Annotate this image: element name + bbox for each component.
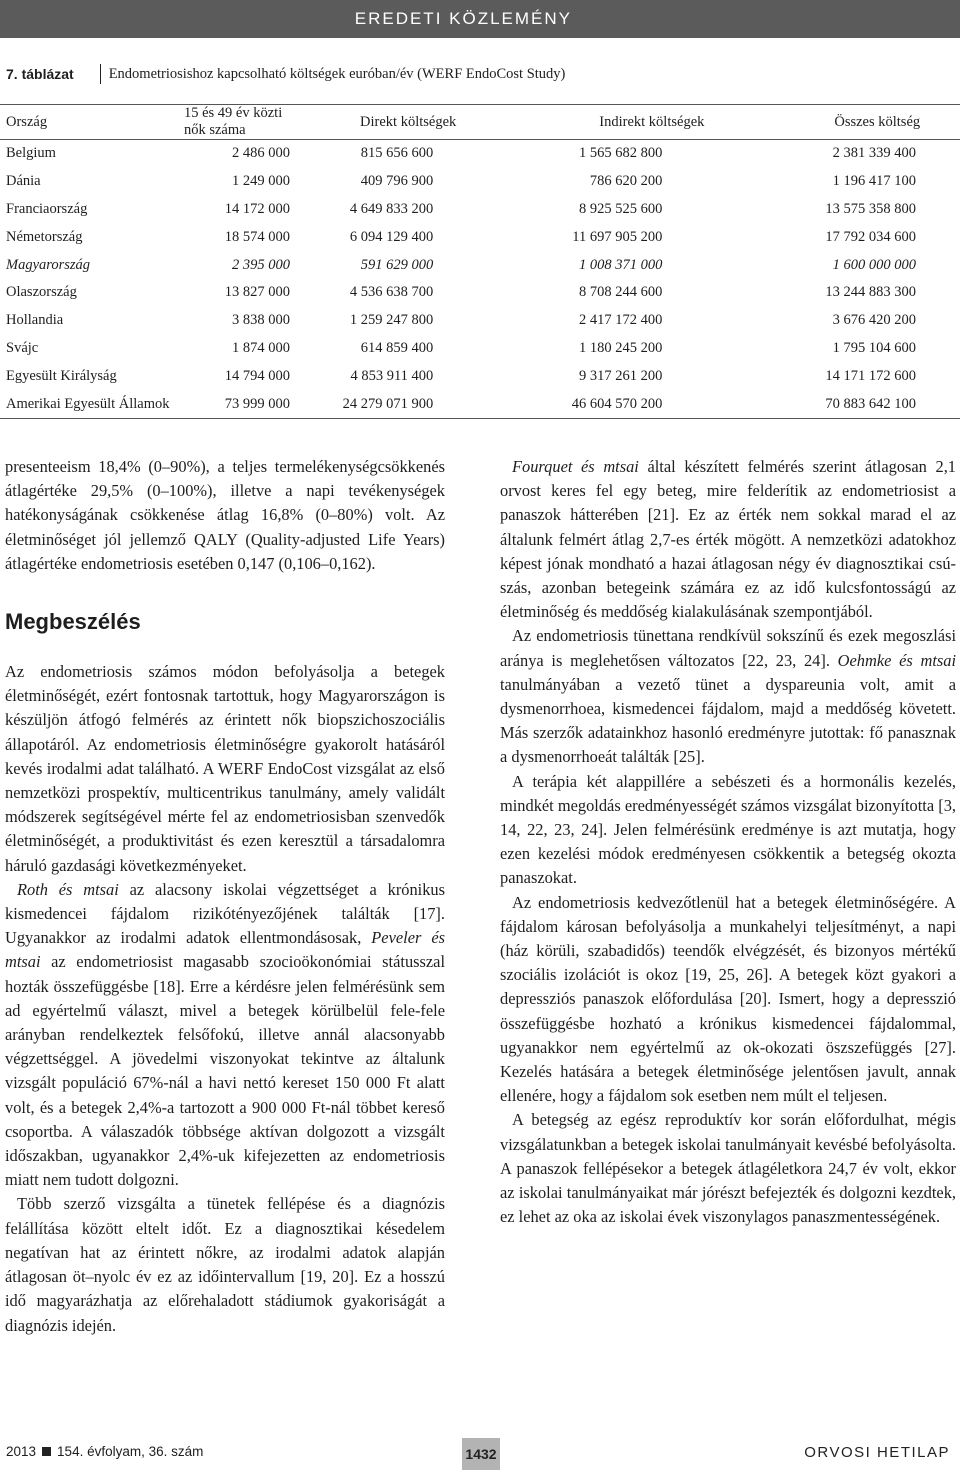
value-cell: 14 794 000: [224, 367, 291, 384]
value-cell: 2 395 000: [232, 256, 291, 273]
value-cell: 1 180 245 200: [578, 339, 663, 356]
value-cell: 1 874 000: [232, 339, 291, 356]
page-number: 1432: [462, 1438, 500, 1470]
section-heading: Megbeszélés: [5, 609, 141, 635]
page-footer: [0, 1432, 960, 1470]
country-cell: Hollandia: [6, 312, 64, 329]
value-cell: 1 249 000: [232, 173, 291, 190]
value-cell: 18 574 000: [224, 228, 291, 245]
paragraph: [500, 624, 956, 769]
table-row: [0, 196, 960, 224]
value-cell: 1 565 682 800: [578, 145, 663, 162]
issue-volume: 154. évfolyam, 36. szám: [57, 1444, 204, 1459]
value-cell: 1 795 104 600: [832, 339, 916, 356]
value-cell: 14 172 000: [224, 200, 291, 217]
country-cell: Franciaország: [6, 200, 88, 217]
paragraph-text: Az endometriosis tünettana rendkívül sokszínű és ezek megoszlási aránya is meglehetősen változatos [22, 23, 24].: [500, 626, 956, 670]
value-cell: 815 656 600: [360, 145, 434, 162]
author-citation: Peveler és mtsai: [5, 928, 445, 972]
value-cell: 13 244 883 300: [825, 284, 916, 301]
country-cell: Egyesült Királyság: [6, 367, 117, 384]
paragraph-text: tanulmányában a vezető tünet a dyspareunia volt, amit a dysmenorrhoea, kismedencei fájdalom, majd a meddőség követett. Más szerzők adatainkhoz hasonló eredményre jutottak: fő panasznak a dysmenorrhoeát találták [25].: [500, 674, 956, 767]
issue-year: 2013: [6, 1444, 37, 1459]
journal-name: ORVOSI HETILAP: [804, 1444, 950, 1461]
paragraph: A terápia két alappillére a sebészeti és a hormonális kezelés, mindkét megoldás eredményességét számos vizsgálat bizonyította [3, 14, 22, 23, 24]. Jelen felmérésünk eredménye is azt mutatja, hogy ezen kezelési módok eredményesen csökkentik a betegség okozta panaszokat.: [500, 771, 956, 888]
value-cell: 1 259 247 800: [349, 312, 434, 329]
author-citation: Oehmke és mtsai: [837, 650, 956, 670]
value-cell: 4 536 638 700: [349, 284, 434, 301]
paragraph: Az endometriosis kedvezőtlenül hat a betegek életminőségére. A fájdalom károsan befolyásolja a munkahelyi teljesítményt, a napi (ház körüli, szabadidős) teendők elvégzését, és bizonyos mértékű szociális izolációt is okoz [19, 25, 26]. A betegek közt gyakori a depressziós panaszok előfordulása [20]. Ismert, hogy a depresszió összefüggésbe hozható a krónikus kismedencei fájdalommal, ugyanakkor nem egyértelmű az ok-okozati öszszefüggés [27]. Kezelés hatására a betegek életminősége jelentősen javult, annak ellenére, hogy a fájdalom sok esetben nem múlt el teljesen.: [500, 892, 956, 1106]
value-cell: 8 925 525 600: [578, 200, 663, 217]
country-cell: Svájc: [6, 339, 39, 356]
table-row: [0, 251, 960, 279]
table-row: [0, 307, 960, 335]
country-cell: Magyarország: [6, 256, 91, 273]
value-cell: 409 796 900: [360, 173, 434, 190]
author-citation: Fourquet és mtsai: [512, 457, 639, 476]
paragraph-text: az endometriosist magasabb szocioökonómiai státusszal hozták összefüggésbe [18]. Erre a kérdésre jelen felmérésünk sem ad egyértelmű választ, mivel a betegek körülbelül fele-fele arányban rendelkeztek felsőfokú, illetve annál alacsonyabb végzettséggel. A jövedelmi viszonyokat tekintve az általunk vizsgált populáció 67%-nál a havi nettó kereset 150 000 Ft alatt volt, és a betegek 2,4%-a tartozott a 900 000 Ft-nál többet kereső csoportba. A válaszadók többsége aktívan dolgozott a vizsgált időszakban, ugyanakkor 2,4%-uk kifejezetten az endometriosis miatt nem tudott dolgozni.: [5, 952, 445, 1190]
right-text-column: [500, 455, 956, 1230]
column-header: Direkt költségek: [290, 105, 521, 140]
column-header: Összes költség: [750, 105, 960, 140]
value-cell: 14 171 172 600: [825, 367, 916, 384]
paragraph-text: által készített felmérés szerint átlagosan 2,1 orvost keres fel egy beteg, mire felderítik az endometriosist a panaszok hátterében [21]. Ez az érték nem sokkal marad el az általunk felmért átlag 2,7-es érték mögött. A nemzetközi adatokhoz képest jónak mondható a hazai átlagosan négy év diagnosztikai csúszás, azonban betegeink számára ez az idő kulcsfontosságú az életminőség és meddőség kialakulásának szempontjából.: [500, 457, 956, 622]
column-header: Indirekt költségek: [521, 105, 750, 140]
value-cell: 8 708 244 600: [578, 284, 663, 301]
table-row: [0, 362, 960, 390]
column-header: 15 és 49 év közti nők száma: [184, 105, 290, 140]
paragraph: Több szerző vizsgálta a tünetek fellépése és a diagnózis felállítása között eltelt időt. Ez a diagnosztikai késedelem negatívan hat az érintett nőkre, az irodalmi adatok alapján átlagosan öt–nyolc év ez az időintervallum [19, 20]. Ez a hosszú idő magyarázhatja az előrehaladott stádiumok gyakoriságát a diagnózis idején.: [5, 1194, 445, 1335]
value-cell: 9 317 261 200: [578, 367, 663, 384]
table-row: [0, 140, 960, 168]
table-row: [0, 390, 960, 418]
value-cell: 24 279 071 900: [290, 390, 521, 418]
table-row: [0, 223, 960, 251]
value-cell: 1 600 000 000: [832, 256, 916, 273]
value-cell: 17 792 034 600: [825, 228, 916, 245]
caption-divider: [100, 64, 101, 84]
value-cell: 591 629 000: [360, 256, 434, 273]
value-cell: 2 486 000: [232, 145, 291, 162]
section-banner: [0, 0, 960, 38]
paragraph: Az endometriosis számos módon befolyásolja a betegek életminőségét, ezért fontosnak tartottuk, hogy Magyarországon is készüljön átfogó felmérés az érintett nők biopszichoszociális állapotáról. Az endometriosis életminőségre gyakorolt hatásáról kevés irodalmi adat található. A WERF EndoCost vizsgálat az első nemzetközi prospektív, multicentrikus tanulmány, amely validált módszerek segítségével mérte fel az endometriosisban szenvedők életminőségét, a produktivitást és ezen keresztül a társadalomra háruló gazdasági következményeket.: [5, 662, 445, 875]
author-citation: Roth és mtsai: [17, 879, 119, 899]
value-cell: 3 838 000: [232, 312, 291, 329]
value-cell: 46 604 570 200: [521, 390, 750, 418]
paragraph: [5, 878, 445, 1193]
section-title: EREDETI KÖZLEMÉNY: [354, 9, 572, 28]
value-cell: 1 196 417 100: [832, 173, 916, 190]
value-cell: 786 620 200: [589, 173, 663, 190]
paragraph: [500, 455, 956, 624]
country-cell: Olaszország: [6, 284, 77, 301]
country-cell: Németország: [6, 228, 83, 245]
value-cell: 1 008 371 000: [578, 256, 663, 273]
issue-info: [6, 1444, 203, 1459]
square-bullet-icon: [42, 1447, 51, 1456]
value-cell: 4 649 833 200: [349, 200, 434, 217]
value-cell: 73 999 000: [184, 390, 290, 418]
value-cell: 4 853 911 400: [350, 367, 434, 384]
value-cell: 11 697 905 200: [572, 228, 663, 245]
value-cell: 3 676 420 200: [832, 312, 916, 329]
value-cell: 13 827 000: [224, 284, 291, 301]
country-cell: Belgium: [6, 145, 56, 162]
country-cell: Dánia: [6, 173, 41, 190]
table-row: [0, 335, 960, 363]
column-header: Ország: [0, 105, 184, 140]
paragraph-text: az alacsony iskolai végzettséget a krónikus kismedencei fájdalom rizikótényezőjének találták [17]. Ugyanakkor az irodalmi adatok ellentmondásosak,: [5, 879, 446, 948]
table-caption: [6, 64, 565, 84]
left-text-column: [5, 455, 445, 1338]
paragraph: presenteeism 18,4% (0–90%), a teljes termelékenységcsökkenés átlagértéke 29,5% (0–100%), illetve a napi tevékenységek hatékonyságának csökkenése átlag 16,8% (0–80%) volt. Az életminőséget jól jellemző QALY (Quality-adjusted Life Years) átlagértéke endometriosis esetében 0,147 (0,106–0,162).: [5, 457, 445, 573]
value-cell: 2 381 339 400: [832, 145, 916, 162]
table-row: [0, 168, 960, 196]
table-label: 7. táblázat: [6, 66, 74, 82]
country-cell: Amerikai Egyesült Államok: [0, 390, 184, 418]
table-header-row: [0, 105, 960, 140]
table-row: [0, 279, 960, 307]
value-cell: 6 094 129 400: [349, 228, 434, 245]
paragraph: A betegség az egész reproduktív kor során előfordulhat, mégis vizsgálatunkban a betegek iskolai tanulmányait kevésbé befolyásolta. A panaszok fellépésekor a betegek átlagéletkora 24,7 év volt, ekkor az iskolai tanulmányaikat már jórészt befejezték és dolgozni kezdtek, ez lehet az oka az iskolai évek viszonylagos panaszmentességének.: [500, 1110, 956, 1227]
value-cell: 13 575 358 800: [825, 200, 916, 217]
table-title: Endometriosishoz kapcsolható költségek euróban/év (WERF EndoCost Study): [108, 65, 566, 82]
value-cell: 614 859 400: [360, 339, 434, 356]
value-cell: 70 883 642 100: [750, 390, 960, 418]
cost-table: [0, 104, 960, 419]
value-cell: 2 417 172 400: [578, 312, 663, 329]
